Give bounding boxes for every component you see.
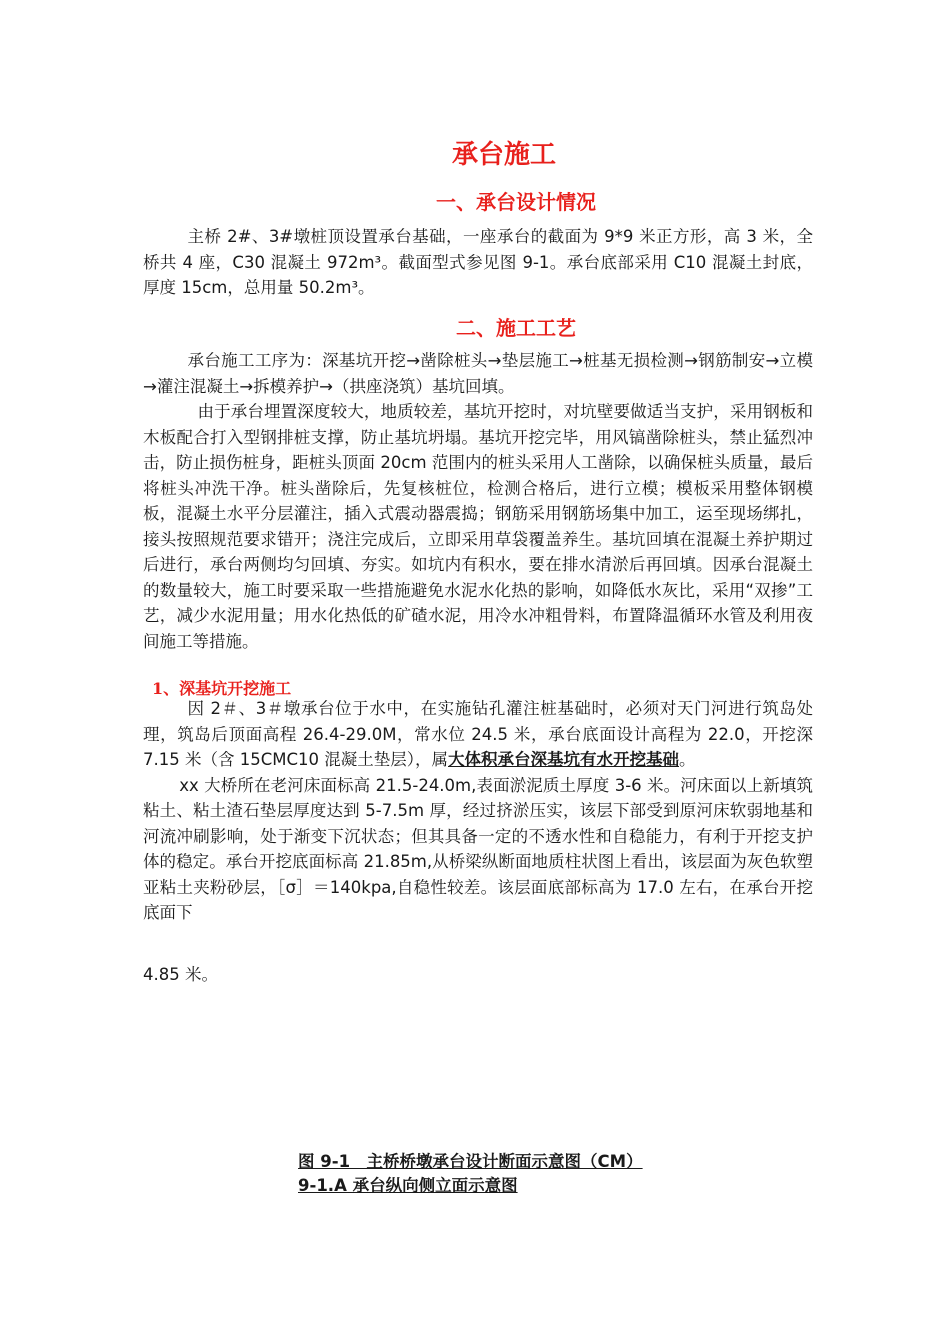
paragraph-text: 因 2＃、3＃墩承台位于水中，在实施钻孔灌注桩基础时，必须对天门河进行筑岛处理，筑岛后顶面高程 26.4-29.0M，常水位 24.5 米，承台底面设计高程为 22.0，开挖深 7.15 米（含 15CMC10 混凝土垫层），属 [143, 699, 813, 769]
subsection-heading-excavation: 1、深基坑开挖施工 [152, 679, 292, 698]
section-process-body [143, 348, 813, 654]
paragraph: 承台施工工序为：深基坑开挖→凿除桩头→垫层施工→桩基无损检测→钢筋制安→立模→灌注混凝土→拆模养护→（拱座浇筑）基坑回填。 [143, 351, 813, 396]
figure-subcaption: 9-1.A 承台纵向侧立面示意图 [298, 1176, 518, 1195]
section-design-body [143, 224, 813, 301]
section-heading-design: 一、承台设计情况 [436, 190, 596, 214]
paragraph: 由于承台埋置深度较大，地质较差，基坑开挖时，对坑壁要做适当支护，采用钢板和木板配合打入型钢排桩支撑，防止基坑坍塌。基坑开挖完毕，用风镐凿除桩头，禁止猛烈冲击，防止损伤桩身，距桩头顶面 20cm 范围内的桩头采用人工凿除，以确保桩头质量，最后将桩头冲洗干净。桩头凿除后，先复核桩位，检测合格后，进行立模；模板采用整体钢模板，混凝土水平分层灌注，插入式震动器震捣；钢筋采用钢筋场集中加工，运至现场绑扎，接头按照规范要求错开；浇注完成后，立即采用草袋覆盖养生。基坑回填在混凝土养护期过后进行，承台两侧均匀回填、夯实。如坑内有积水，要在排水清淤后再回填。因承台混凝土的数量较大，施工时要采取一些措施避免水泥水化热的影响，如降低水灰比，采用“双掺”工艺，减少水泥用量；用水化热低的矿碴水泥，用冷水冲粗骨料，布置降温循环水管及利用夜间施工等措施。 [143, 402, 813, 651]
paragraph: 主桥 2#、3#墩桩顶设置承台基础，一座承台的截面为 9*9 米正方形，高 3 米，全桥共 4 座，C30 混凝土 972m³。截面型式参见图 9-1。承台底部采用 C10 混凝土封底，厚度 15cm，总用量 50.2m³。 [143, 227, 813, 297]
section-heading-process: 二、施工工艺 [456, 316, 576, 340]
paragraph [143, 696, 813, 773]
paragraph: xx 大桥所在老河床面标高 21.5-24.0m,表面淤泥质土厚度 3-6 米。河床面以上新填筑粘土、粘土渣石垫层厚度达到 5-7.5m 厚，经过挤淤压实，该层下部受到原河床软弱地基和河流冲刷影响，处于渐变下沉状态；但其具备一定的不透水性和自稳能力，有利于开挖支护体的稳定。承台开挖底面标高 21.85m,从桥梁纵断面地质柱状图上看出，该层面为灰色软塑亚粘土夹粉砂层，［σ］＝140kpa,自稳性较差。该层面底部标高为 17.0 左右，在承台开挖底面下 [143, 775, 813, 922]
figure-caption: 图 9-1 主桥桥墩承台设计断面示意图（CM） [298, 1152, 643, 1171]
document-title: 承台施工 [451, 140, 556, 170]
emphasis-text: 大体积承台深基坑有水开挖基础 [448, 750, 679, 769]
paragraph-text: 。 [679, 750, 696, 769]
subsection-excavation-body [143, 696, 813, 926]
paragraph-end: 4.85 米。 [143, 965, 218, 984]
